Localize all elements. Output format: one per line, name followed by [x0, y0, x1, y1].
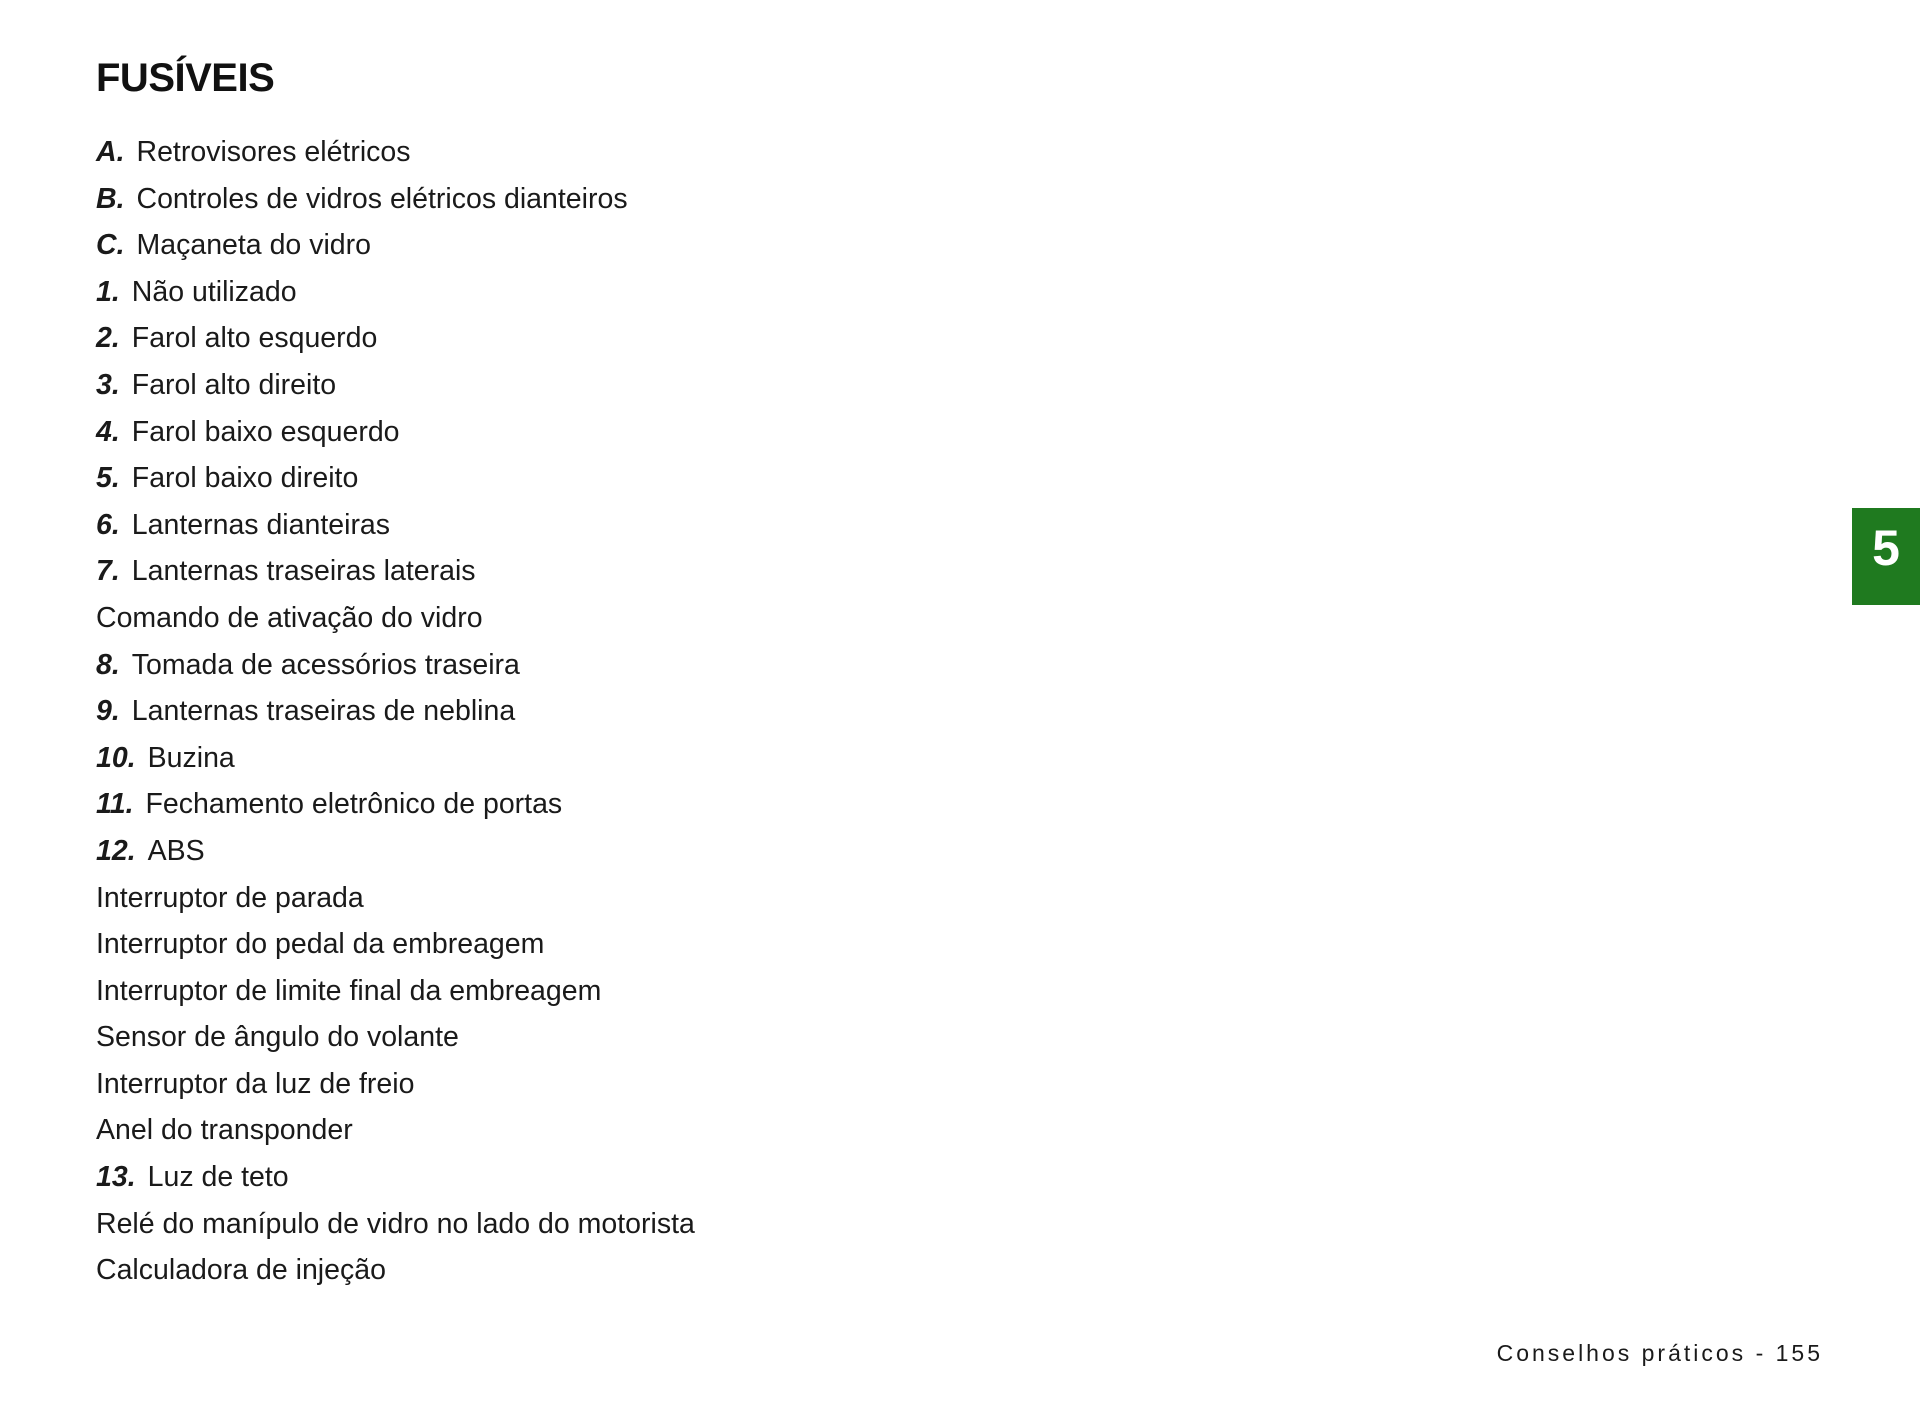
list-item: [96, 1107, 695, 1154]
list-item: [96, 735, 695, 782]
fuse-label: Fechamento eletrônico de portas: [145, 788, 563, 821]
fuse-code: 9.: [96, 695, 120, 728]
fuse-code: A.: [96, 136, 125, 168]
list-item: [96, 502, 695, 549]
fuse-label: Lanternas traseiras de neblina: [131, 695, 516, 728]
list-item: [96, 455, 695, 502]
fuse-label: Anel do transponder: [96, 1114, 353, 1147]
fuse-code: B.: [96, 182, 125, 215]
fuse-code: 10.: [96, 741, 136, 774]
list-item: [96, 688, 695, 735]
fuse-label: Farol alto esquerdo: [131, 322, 378, 355]
fuse-label: Buzina: [147, 741, 235, 774]
fuse-code: 4.: [96, 415, 120, 448]
list-item: [96, 315, 695, 362]
list-item: [96, 1061, 695, 1108]
fuse-label: Farol baixo esquerdo: [131, 415, 400, 448]
fuse-code: 3.: [96, 368, 120, 401]
fuse-code: 8.: [96, 648, 120, 681]
fuse-label: Luz de teto: [147, 1161, 289, 1194]
list-item: [96, 642, 695, 689]
list-item: [96, 176, 695, 223]
list-item: [96, 409, 695, 456]
fuse-code: C.: [96, 229, 125, 262]
list-item: [96, 828, 695, 875]
fuse-code: 7.: [96, 555, 120, 588]
fuse-code: 11.: [96, 788, 134, 821]
list-item: [96, 595, 695, 642]
page-footer: Conselhos práticos - 155: [1496, 1340, 1823, 1366]
list-item: [96, 548, 695, 595]
fuse-label: Interruptor de parada: [96, 881, 364, 914]
list-item: [96, 129, 695, 176]
list-item: [96, 1201, 695, 1248]
fuse-label: ABS: [147, 834, 205, 867]
fuse-code: 5.: [96, 462, 120, 495]
fuse-label: Tomada de acessórios traseira: [131, 648, 520, 681]
list-item: [96, 222, 695, 269]
fuse-list: [96, 129, 695, 1294]
fuse-label: Relé do manípulo de vidro no lado do motorista: [96, 1207, 695, 1240]
fuse-label: Maçaneta do vidro: [136, 229, 371, 262]
fuse-code: 2.: [96, 322, 120, 355]
list-item: [96, 1154, 695, 1201]
fuse-label: Interruptor do pedal da embreagem: [96, 928, 545, 961]
fuse-label: Lanternas traseiras laterais: [131, 555, 476, 588]
fuse-code: 12.: [96, 834, 136, 867]
fuse-label: Farol baixo direito: [131, 462, 359, 495]
page-title: FUSÍVEIS: [96, 56, 275, 100]
fuse-label: Retrovisores elétricos: [136, 136, 411, 168]
list-item: [96, 968, 695, 1015]
list-item: [96, 921, 695, 968]
fuse-label: Comando de ativação do vidro: [96, 601, 483, 634]
fuse-code: 6.: [96, 508, 120, 541]
list-item: [96, 1014, 695, 1061]
list-item: [96, 781, 695, 828]
fuse-code: 13.: [96, 1161, 136, 1194]
fuse-label: Controles de vidros elétricos dianteiros: [136, 182, 628, 215]
fuse-label: Farol alto direito: [131, 368, 337, 401]
list-item: [96, 269, 695, 316]
fuse-code: 1.: [96, 275, 120, 308]
fuse-label: Não utilizado: [131, 275, 297, 308]
fuse-label: Lanternas dianteiras: [131, 508, 391, 541]
chapter-tab: 5: [1852, 508, 1920, 605]
fuse-label: Calculadora de injeção: [96, 1254, 386, 1287]
fuse-label: Interruptor de limite final da embreagem: [96, 974, 602, 1007]
list-item: [96, 875, 695, 922]
list-item: [96, 362, 695, 409]
fuse-label: Interruptor da luz de freio: [96, 1067, 415, 1100]
fuse-label: Sensor de ângulo do volante: [96, 1021, 459, 1054]
list-item: [96, 1247, 695, 1294]
